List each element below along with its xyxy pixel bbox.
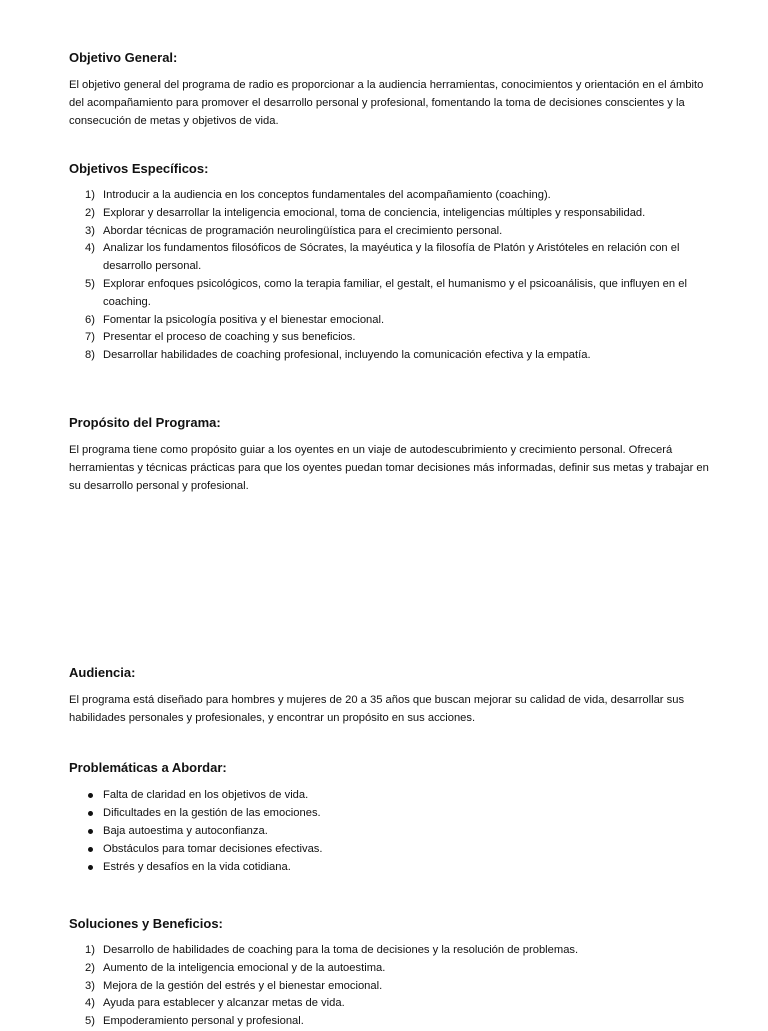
list-item: [69, 187, 709, 205]
list-item-text: Aumento de la inteligencia emocional y de la autoestima.: [103, 961, 386, 974]
list-item: [69, 1013, 709, 1031]
list-item-text: Introducir a la audiencia en los conceptos fundamentales del acompañamiento (coaching).: [103, 189, 551, 201]
list-item-number: 3): [85, 224, 95, 237]
list-item: [69, 978, 709, 996]
list-item-text: Falta de claridad en los objetivos de vida.: [103, 789, 309, 801]
list-item: [69, 822, 709, 840]
objetivos-especificos-list: [69, 187, 709, 365]
problematicas-section: [69, 759, 709, 876]
list-item-number: 8): [85, 349, 95, 362]
list-item: [69, 312, 709, 330]
list-item: [69, 276, 709, 312]
list-item-number: 5): [85, 1015, 95, 1028]
list-item-number: 2): [85, 206, 95, 219]
proposito-heading: Propósito del Programa:: [69, 415, 221, 430]
proposito-section: [69, 414, 709, 495]
objetivo-general-section: [69, 49, 709, 130]
problematicas-list: [69, 786, 709, 876]
list-item: [69, 960, 709, 978]
list-item-text: Analizar los fundamentos filosóficos de Sócrates, la mayéutica y la filosofía de Platón y Aristóteles en relación con el desarrollo personal.: [103, 242, 680, 273]
list-item: [69, 240, 709, 276]
list-item: [69, 995, 709, 1013]
list-item-text: Empoderamiento personal y profesional.: [103, 1015, 304, 1028]
soluciones-section: [69, 915, 709, 1031]
list-item-number: 6): [85, 313, 95, 326]
bullet-icon: [88, 793, 93, 798]
list-item-text: Abordar técnicas de programación neurolingüística para el crecimiento personal.: [103, 224, 503, 237]
list-item-text: Mejora de la gestión del estrés y el bienestar emocional.: [103, 979, 383, 992]
objetivos-especificos-section: [69, 160, 709, 365]
audiencia-text: El programa está diseñado para hombres y mujeres de 20 a 35 años que buscan mejorar su calidad de vida, desarrollar sus habilidades personales y profesionales, y encontrar un propósito en sus acciones.: [69, 694, 685, 724]
audiencia-heading: Audiencia:: [69, 665, 136, 680]
list-item-number: 7): [85, 331, 95, 344]
list-item-text: Obstáculos para tomar decisiones efectivas.: [103, 843, 323, 855]
list-item-number: 1): [85, 944, 95, 956]
list-item: [69, 223, 709, 241]
list-item: [69, 840, 709, 858]
bullet-icon: [88, 811, 93, 816]
list-item-number: 4): [85, 242, 95, 255]
list-item-text: Explorar enfoques psicológicos, como la terapia familiar, el gestalt, el humanismo y el psicoanálisis, que influyen en el coaching.: [103, 277, 687, 308]
list-item-text: Baja autoestima y autoconfianza.: [103, 825, 268, 837]
audiencia-section: [69, 664, 709, 727]
proposito-text: El programa tiene como propósito guiar a los oyentes en un viaje de autodescubrimiento y crecimiento personal. Ofrecerá herramientas y técnicas prácticas para que los oyentes puedan tomar decisiones más informadas, definir sus metas y trabajar en su desarrollo personal y profesional.: [69, 444, 709, 492]
list-item: [69, 786, 709, 804]
bullet-icon: [88, 847, 93, 852]
list-item-text: Desarrollar habilidades de coaching profesional, incluyendo la comunicación efectiva y la empatía.: [103, 349, 591, 362]
list-item: [69, 347, 709, 365]
list-item: [69, 858, 709, 876]
list-item-text: Estrés y desafíos en la vida cotidiana.: [103, 861, 291, 873]
list-item-text: Ayuda para establecer y alcanzar metas de vida.: [103, 997, 345, 1010]
list-item-text: Dificultades en la gestión de las emociones.: [103, 807, 321, 819]
list-item-number: 5): [85, 277, 95, 290]
list-item: [69, 942, 709, 960]
list-item: [69, 804, 709, 822]
list-item-text: Explorar y desarrollar la inteligencia emocional, toma de conciencia, inteligencias múltiples y responsabilidad.: [103, 206, 646, 219]
objetivo-general-heading: Objetivo General:: [69, 50, 178, 65]
list-item-number: 4): [85, 997, 95, 1010]
soluciones-list: [69, 942, 709, 1031]
objetivos-especificos-heading: Objetivos Específicos:: [69, 161, 209, 176]
problematicas-heading: Problemáticas a Abordar:: [69, 760, 227, 775]
list-item-text: Presentar el proceso de coaching y sus beneficios.: [103, 331, 356, 344]
list-item-number: 1): [85, 189, 95, 201]
list-item: [69, 329, 709, 347]
soluciones-heading: Soluciones y Beneficios:: [69, 916, 223, 931]
list-item-number: 2): [85, 961, 95, 974]
objetivo-general-text: El objetivo general del programa de radio es proporcionar a la audiencia herramientas, conocimientos y orientación en el ámbito del acompañamiento para promover el desarrollo personal y profesional, fomentando la toma de decisiones conscientes y la consecución de metas y objetivos de vida.: [69, 79, 704, 127]
bullet-icon: [88, 829, 93, 834]
list-item: [69, 205, 709, 223]
list-item-text: Fomentar la psicología positiva y el bienestar emocional.: [103, 313, 385, 326]
list-item-number: 3): [85, 979, 95, 992]
bullet-icon: [88, 865, 93, 870]
list-item-text: Desarrollo de habilidades de coaching para la toma de decisiones y la resolución de problemas.: [103, 944, 579, 956]
